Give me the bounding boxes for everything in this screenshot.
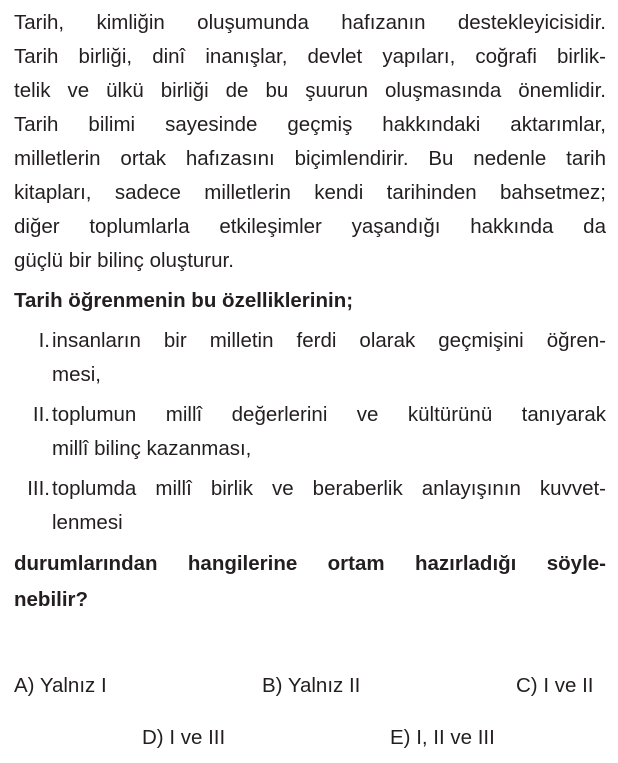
choice-d[interactable]: D) I ve III bbox=[142, 726, 226, 749]
statement-numeral: III. bbox=[27, 477, 50, 500]
statement-line: lenmesi bbox=[52, 511, 123, 534]
statement-line: toplumun millî değerlerini ve kültürünü tanıyarak bbox=[52, 403, 606, 426]
question-page bbox=[14, 6, 606, 618]
passage bbox=[14, 6, 606, 278]
choices-row-1 bbox=[0, 672, 618, 702]
passage-line: Tarih, kimliğin oluşumunda hafızanın destekleyicisidir. bbox=[14, 11, 606, 34]
choices-row-2 bbox=[0, 724, 618, 754]
passage-line: diğer toplumlarla etkileşimler yaşandığı hakkında da bbox=[14, 215, 606, 238]
choice-a[interactable]: A) Yalnız I bbox=[14, 674, 107, 697]
statement-numeral: II. bbox=[32, 403, 50, 426]
statement-numeral: I. bbox=[38, 329, 50, 352]
passage-line: kitapları, sadece milletlerin kendi tarihinden bahsetmez; bbox=[14, 181, 606, 204]
passage-line: güçlü bir bilinç oluşturur. bbox=[14, 249, 234, 272]
statement-line: insanların bir milletin ferdi olarak geçmişini öğren- bbox=[52, 329, 606, 352]
question-ending-line: durumlarından hangilerine ortam hazırladığı söyle- bbox=[14, 552, 606, 575]
statement-1 bbox=[14, 324, 606, 392]
statement-3 bbox=[14, 472, 606, 540]
statement-line: mesi, bbox=[52, 363, 101, 386]
passage-line: telik ve ülkü birliği de bu şuurun oluşmasında önemlidir. bbox=[14, 79, 606, 102]
choice-c[interactable]: C) I ve II bbox=[516, 674, 594, 697]
statement-list bbox=[14, 324, 606, 540]
choice-e[interactable]: E) I, II ve III bbox=[390, 726, 495, 749]
question-ending-line: nebilir? bbox=[14, 588, 89, 611]
question-ending bbox=[14, 546, 606, 618]
passage-line: milletlerin ortak hafızasını biçimlendirir. Bu nedenle tarih bbox=[14, 147, 606, 170]
passage-line: Tarih bilimi sayesinde geçmiş hakkındaki aktarımlar, bbox=[14, 113, 606, 136]
question-stem: Tarih öğrenmenin bu özelliklerinin; bbox=[14, 289, 354, 312]
passage-line: Tarih birliği, dinî inanışlar, devlet yapıları, coğrafi birlik- bbox=[14, 45, 606, 68]
choice-b[interactable]: B) Yalnız II bbox=[262, 674, 361, 697]
statement-2 bbox=[14, 398, 606, 466]
statement-line: toplumda millî birlik ve beraberlik anlayışının kuvvet- bbox=[52, 477, 606, 500]
statement-line: millî bilinç kazanması, bbox=[52, 437, 252, 460]
